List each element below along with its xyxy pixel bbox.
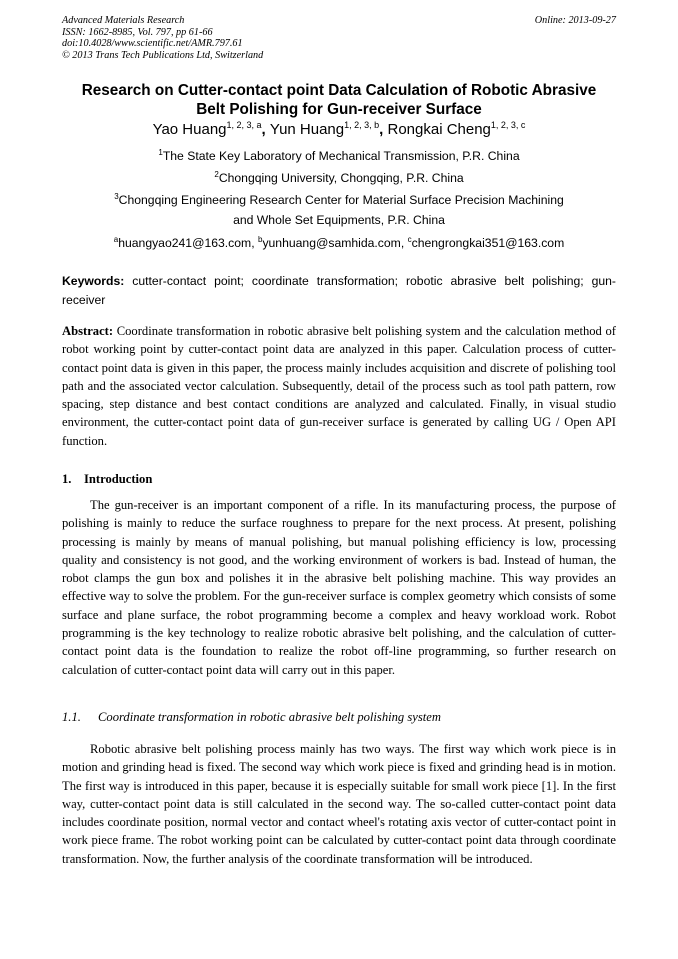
journal-name: Advanced Materials Research <box>62 15 185 26</box>
section-heading-introduction: 1. Introduction <box>62 472 153 486</box>
author-affil-sup: 1, 2, 3, b <box>344 120 380 130</box>
paper-title <box>40 81 638 119</box>
keywords-text: cutter-contact point; coordinate transformation; robotic abrasive belt polishing; gun-receiver <box>62 274 616 307</box>
journal-header <box>62 15 263 61</box>
email-link[interactable]: huangyao241@163.com <box>118 236 252 250</box>
doi-line: doi:10.4028/www.scientific.net/AMR.797.61 <box>62 38 243 50</box>
author-affil-sup: 1, 2, 3, a <box>226 120 262 130</box>
email-link[interactable]: chengrongkai351@163.com <box>411 236 565 250</box>
online-date: Online: 2013-09-27 <box>534 15 616 26</box>
abstract-text: Coordinate transformation in robotic abrasive belt polishing system and the calculation method of robot working point by cutter-contact point data are analyzed in this paper. Calculation process of cutter-contact point data is given in this paper, the process mainly includes acquisition and discrete of polishing tool path and the associated vector calculation. Subsequently, detail of the process such as tool path pattern, row spacing, step distance and best contact conditions are analyzed and calculated. Finally, in visual studio environment, the cutter-contact point data of gun-receiver surface is generated by calling UG / Open API function. <box>62 324 617 448</box>
keywords <box>62 272 616 310</box>
abstract-label: Abstract: <box>62 324 114 338</box>
author-name: Rongkai Cheng <box>387 121 491 138</box>
author-affil-sup: 1, 2, 3, c <box>490 120 526 130</box>
copyright-line: © 2013 Trans Tech Publications Ltd, Switzerland <box>62 49 264 61</box>
keywords-label: Keywords: <box>62 274 125 288</box>
author-name: Yao Huang <box>152 121 227 138</box>
author-list: Yao Huang$^{1, 2, 3, a}$, Yun Huang$^{1, 2, 3, b}$, Rongkai Cheng$^{1, 2, 3, c}$ <box>152 120 526 138</box>
email-link[interactable]: yunhuang@samhida.com <box>262 236 401 250</box>
affiliation-2: $^2$Chongqing University, Chongqing, P.R. China <box>214 170 464 185</box>
title-line-2: Belt Polishing for Gun-receiver Surface <box>196 101 482 118</box>
author-name: Yun Huang <box>269 121 345 138</box>
coordinate-transformation-paragraph: Robotic abrasive belt polishing process mainly has two ways. The first way which work piece is in motion and grinding head is fixed. The second way which work piece is fixed and grinding head is in motion. The first way is introduced in this paper, because it is especially suitable for small work piece [1]. In the first way, cutter-contact point data is still calculated in the second way. The so-called cutter-contact point data includes coordinate position, normal vector and contact wheel's rotating axis vector of cutter-contact point in work piece frame. The robot working point can be calculated by cutter-contact point data through coordinate transformation. Now, the further analysis of the coordinate transformation will be introduced. <box>62 742 616 866</box>
author-emails: $^a$huangyao241@163.com, $^b$yunhuang@samhida.com, $^c$chengrongkai351@163.com <box>113 235 565 250</box>
affiliation-1: $^1$The State Key Laboratory of Mechanical Transmission, P.R. China <box>158 148 520 163</box>
subsection-heading-coordinate-transformation: 1.1. Coordinate transformation in robotic abrasive belt polishing system <box>62 710 441 724</box>
abstract <box>62 322 616 450</box>
affiliation-3: $^3$Chongqing Engineering Research Center for Material Surface Precision Machining and Whole Set Equipments, P.R. China <box>114 192 564 227</box>
introduction-paragraph: The gun-receiver is an important component of a rifle. In its manufacturing process, the purpose of polishing is mainly to reduce the surface roughness to prepare for the next process. At present, polishing processing is mainly by means of manual polishing, but manual polishing efficiency is low, processing quality and consistency is not good, and the working environment of workers is bad. Instead of human, the robot clamps the gun box and polishes it in the abrasive belt polishing machine. This way provides an effective way to solve the problem. For the gun-receiver surface is complex geometry which consists of some surface and plane surface, the robot programming become a complex and heavy workload work. Robot programming is the key technology to realize robotic abrasive belt polishing, and the calculation of cutter-contact point data is the foundation to realize the robot off-line programming, so further research on calculation of cutter-contact point data will carry out in this paper. <box>62 498 616 677</box>
issn-line: ISSN: 1662-8985, Vol. 797, pp 61-66 <box>62 26 213 38</box>
title-line-1: Research on Cutter-contact point Data Calculation of Robotic Abrasive <box>81 82 597 99</box>
